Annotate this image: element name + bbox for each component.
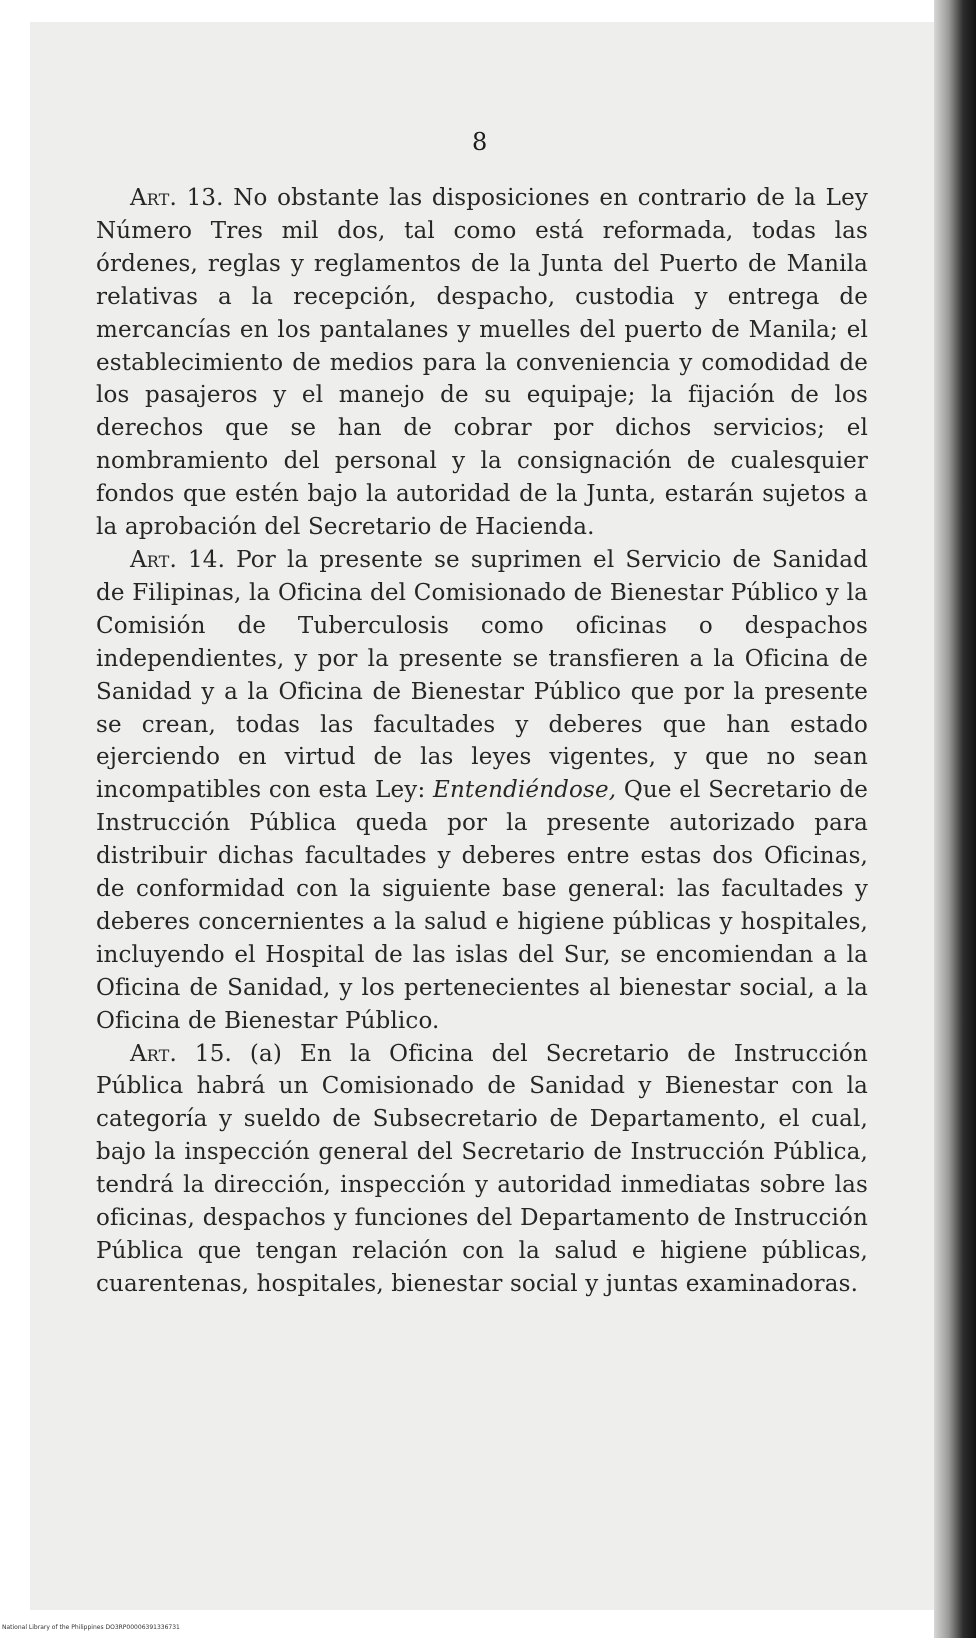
article-label: Art. 14.: [130, 546, 226, 573]
book-binding-shadow: [934, 0, 976, 1638]
article-14: [96, 544, 868, 1038]
article-text: No obstante las disposiciones en contrario de la Ley Número Tres mil dos, tal como está reformada, todas las órdenes, reglas y reglamentos de la Junta del Puerto de Manila relativas a la recepción, despacho, custodia y entrega de mercancías en los pantalanes y muelles del puerto de Manila; el establecimiento de medios para la conveniencia y comodidad de los pasajeros y el manejo de su equipaje; la fijación de los derechos que se han de cobrar por dichos servicios; el nombramiento del personal y la consignación de cualesquier fondos que estén bajo la autoridad de la Junta, estarán sujetos a la aprobación del Secretario de Hacienda.: [96, 185, 868, 541]
body-text: [96, 182, 868, 1301]
article-label: Art. 13.: [130, 185, 224, 211]
subsection-marker: (a): [249, 1040, 283, 1067]
library-footer-tag: National Library of the Philippines DO3RP00006391336731: [2, 1624, 180, 1631]
emphasis-text: Entendiéndose,: [433, 777, 617, 804]
article-15: [96, 1038, 868, 1301]
article-text: En la Oficina del Secretario de Instrucción Pública habrá un Comisionado de Sanidad y Bienestar con la categoría y sueldo de Subsecretario de Departamento, el cual, bajo la inspección general del Secretario de Instrucción Pública, tendrá la dirección, inspección y autoridad inmediatas sobre las oficinas, despachos y funciones del Departamento de Instrucción Pública que tengan relación con la salud e higiene públicas, cuarentenas, hospitales, bienestar social y juntas examinadoras.: [96, 1040, 869, 1297]
article-text: Que el Secretario de Instrucción Pública queda por la presente autorizado para distribuir dichas facultades y deberes entre estas dos Oficinas, de conformidad con la siguiente base general: las facultades y deberes concernientes a la salud e higiene públicas y hospitales, incluyendo el Hospital de las islas del Sur, se encomiendan a la Oficina de Sanidad, y los pertenecientes al bienestar social, a la Oficina de Bienestar Público.: [96, 777, 868, 1034]
page-number: 8: [472, 128, 488, 156]
article-13: [96, 182, 868, 544]
article-text: Por la presente se suprimen el Servicio de Sanidad de Filipinas, la Oficina del Comisionado de Bienestar Público y la Comisión de Tuberculosis como oficinas o despachos independientes, y por la presente se transfieren a la Oficina de Sanidad y a la Oficina de Bienestar Público que por la presente se crean, todas las facultades y deberes que han estado ejerciendo en virtud de las leyes vigentes, y que no sean incompatibles con esta Ley:: [96, 546, 868, 804]
article-label: Art. 15.: [130, 1040, 232, 1067]
